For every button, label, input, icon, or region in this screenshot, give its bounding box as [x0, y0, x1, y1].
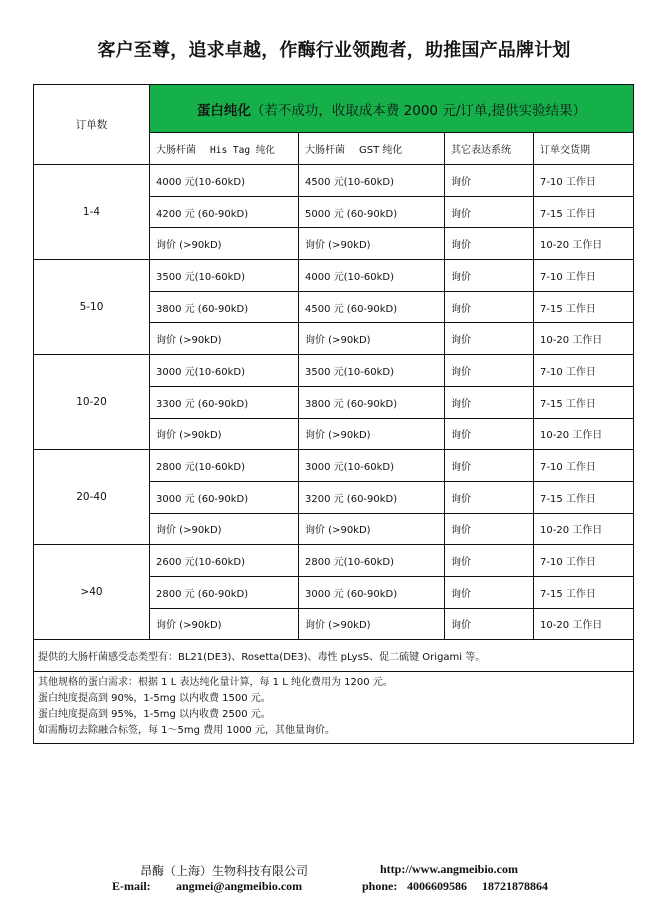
- gst-price-cell: 4500 元(10-60kD): [299, 165, 445, 197]
- other-systems-cell: 询价: [445, 608, 534, 640]
- email-link[interactable]: angmei@angmeibio.com: [176, 879, 303, 893]
- other-systems-cell: 询价: [445, 481, 534, 513]
- delivery-time-cell: 10-20 工作日: [534, 323, 634, 355]
- order-count-cell: >40: [34, 545, 150, 640]
- note-line: 蛋白纯度提高到 90%，1-5mg 以内收费 1500 元。: [38, 693, 271, 705]
- phone-number-2: 18721878864: [482, 879, 548, 893]
- table-row: [34, 450, 634, 482]
- delivery-time-cell: 10-20 工作日: [534, 513, 634, 545]
- banner-title: 蛋白纯化: [196, 102, 251, 119]
- gst-price-cell: 5000 元 (60-90kD): [299, 196, 445, 228]
- gst-price-cell: 询价 (>90kD): [299, 513, 445, 545]
- other-systems-cell: 询价: [445, 291, 534, 323]
- other-systems-cell: 询价: [445, 513, 534, 545]
- page-title: 客户至尊，追求卓越，作酶行业领跑者，助推国产品牌计划: [97, 40, 571, 61]
- order-count-cell: 5-10: [34, 260, 150, 355]
- his-tag-price-cell: 4200 元 (60-90kD): [150, 196, 299, 228]
- delivery-time-cell: 7-10 工作日: [534, 260, 634, 292]
- his-tag-price-cell: 4000 元(10-60kD): [150, 165, 299, 197]
- other-systems-cell: 询价: [445, 355, 534, 387]
- other-systems-cell: 询价: [445, 576, 534, 608]
- header-row: [34, 85, 634, 133]
- other-systems-cell: 询价: [445, 228, 534, 260]
- additional-notes: [34, 672, 634, 743]
- gst-price-cell: 询价 (>90kD): [299, 323, 445, 355]
- note-line: 其他规格的蛋白需求：根据 1 L 表达纯化量计算，每 1 L 纯化费用为 1200 元。: [38, 677, 393, 689]
- delivery-time-cell: 7-10 工作日: [534, 165, 634, 197]
- his-tag-price-cell: 3000 元 (60-90kD): [150, 481, 299, 513]
- gst-header-host: 大肠杆菌: [305, 145, 345, 156]
- delivery-time-cell: 7-15 工作日: [534, 576, 634, 608]
- protein-purification-banner: [150, 85, 634, 133]
- gst-price-cell: 3500 元(10-60kD): [299, 355, 445, 387]
- delivery-time-cell: 7-15 工作日: [534, 481, 634, 513]
- banner-condition: （若不成功，收取成本费 2000 元/订单,提供实验结果）: [250, 102, 587, 119]
- his-tag-header-host: 大肠杆菌: [156, 145, 196, 156]
- other-systems-cell: 询价: [445, 260, 534, 292]
- other-systems-cell: 询价: [445, 545, 534, 577]
- his-tag-header-method: His Tag 纯化: [210, 145, 275, 156]
- delivery-time-cell: 7-15 工作日: [534, 291, 634, 323]
- his-tag-header: [150, 133, 299, 165]
- gst-price-cell: 3000 元 (60-90kD): [299, 576, 445, 608]
- delivery-time-cell: 7-15 工作日: [534, 386, 634, 418]
- table-row: [34, 260, 634, 292]
- his-tag-price-cell: 3000 元(10-60kD): [150, 355, 299, 387]
- phone-label: phone:: [362, 879, 398, 893]
- website-link[interactable]: http://www.angmeibio.com: [380, 862, 518, 876]
- table-row: [34, 165, 634, 197]
- gst-price-cell: 询价 (>90kD): [299, 608, 445, 640]
- delivery-time-cell: 7-10 工作日: [534, 450, 634, 482]
- order-count-cell: 1-4: [34, 165, 150, 260]
- phone-number-1: 4006609586: [407, 879, 467, 893]
- gst-price-cell: 3000 元(10-60kD): [299, 450, 445, 482]
- other-systems-cell: 询价: [445, 386, 534, 418]
- table-row: [34, 355, 634, 387]
- company-name: 昂酶（上海）生物科技有限公司: [140, 864, 309, 878]
- his-tag-price-cell: 2800 元 (60-90kD): [150, 576, 299, 608]
- his-tag-price-cell: 询价 (>90kD): [150, 608, 299, 640]
- pricing-table: [33, 84, 634, 744]
- note-line: 如需酶切去除融合标签，每 1～5mg 费用 1000 元，其他量询价。: [38, 724, 335, 736]
- gst-price-cell: 2800 元(10-60kD): [299, 545, 445, 577]
- delivery-header: 订单交货期: [534, 133, 634, 165]
- other-systems-cell: 询价: [445, 323, 534, 355]
- delivery-time-cell: 7-10 工作日: [534, 355, 634, 387]
- his-tag-price-cell: 2800 元(10-60kD): [150, 450, 299, 482]
- other-systems-cell: 询价: [445, 165, 534, 197]
- delivery-time-cell: 10-20 工作日: [534, 418, 634, 450]
- gst-price-cell: 询价 (>90kD): [299, 418, 445, 450]
- gst-price-cell: 3200 元 (60-90kD): [299, 481, 445, 513]
- notes-row: [34, 672, 634, 743]
- other-systems-cell: 询价: [445, 418, 534, 450]
- note-line: 蛋白纯度提高到 95%，1-5mg 以内收费 2500 元。: [38, 708, 271, 720]
- order-count-header: 订单数: [34, 85, 150, 165]
- his-tag-price-cell: 3800 元 (60-90kD): [150, 291, 299, 323]
- order-count-cell: 10-20: [34, 355, 150, 450]
- his-tag-price-cell: 询价 (>90kD): [150, 418, 299, 450]
- gst-price-cell: 4500 元 (60-90kD): [299, 291, 445, 323]
- strain-note-row: [34, 640, 634, 672]
- delivery-time-cell: 7-15 工作日: [534, 196, 634, 228]
- delivery-time-cell: 10-20 工作日: [534, 228, 634, 260]
- gst-price-cell: 4000 元(10-60kD): [299, 260, 445, 292]
- table-row: [34, 545, 634, 577]
- gst-price-cell: 询价 (>90kD): [299, 228, 445, 260]
- delivery-time-cell: 10-20 工作日: [534, 608, 634, 640]
- his-tag-price-cell: 2600 元(10-60kD): [150, 545, 299, 577]
- gst-header-method: GST 纯化: [359, 145, 403, 156]
- other-systems-header: 其它表达系统: [445, 133, 534, 165]
- order-count-cell: 20-40: [34, 450, 150, 545]
- gst-price-cell: 3800 元 (60-90kD): [299, 386, 445, 418]
- email-label: E-mail:: [112, 879, 151, 893]
- his-tag-price-cell: 询价 (>90kD): [150, 513, 299, 545]
- gst-header: [299, 133, 445, 165]
- his-tag-price-cell: 3300 元 (60-90kD): [150, 386, 299, 418]
- his-tag-price-cell: 3500 元(10-60kD): [150, 260, 299, 292]
- other-systems-cell: 询价: [445, 196, 534, 228]
- strain-note: 提供的大肠杆菌感受态类型有：BL21(DE3)、Rosetta(DE3)、毒性 pLysS、促二硫键 Origami 等。: [34, 640, 634, 672]
- delivery-time-cell: 7-10 工作日: [534, 545, 634, 577]
- his-tag-price-cell: 询价 (>90kD): [150, 323, 299, 355]
- his-tag-price-cell: 询价 (>90kD): [150, 228, 299, 260]
- other-systems-cell: 询价: [445, 450, 534, 482]
